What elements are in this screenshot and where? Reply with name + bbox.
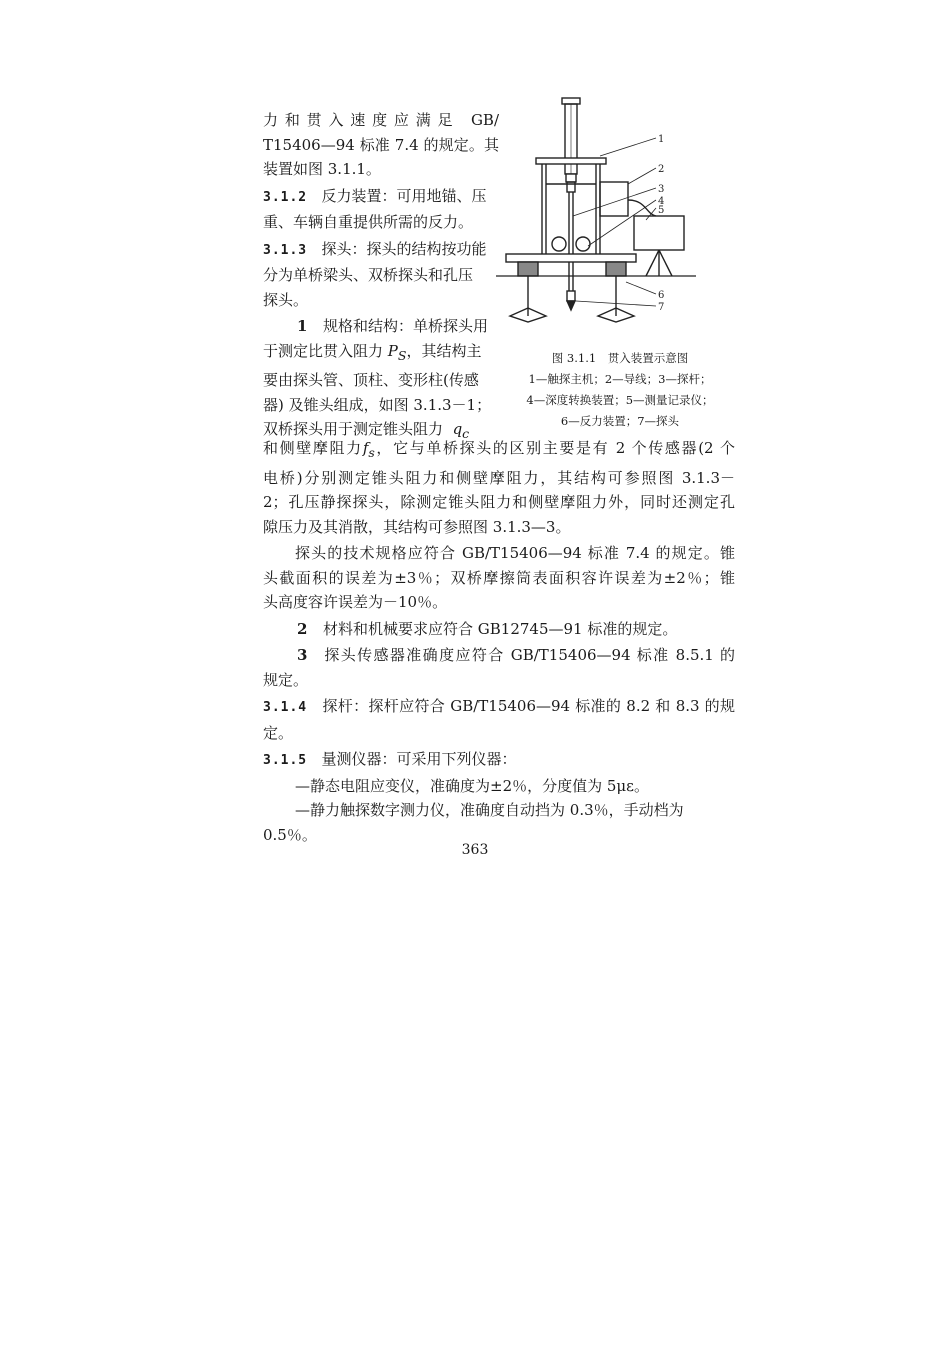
section-3-1-3 xyxy=(263,237,499,264)
text-line xyxy=(263,339,499,369)
symbol-subscript: c xyxy=(462,426,470,441)
text-line: 要由探头管、顶柱、变形柱(传感 xyxy=(263,371,479,389)
anchor-block-left xyxy=(518,262,538,276)
symbol-ps xyxy=(387,341,407,363)
text-line: 探头传感器准确度应符合 GB/T15406—94 标准 8.5.1 的 xyxy=(323,646,735,664)
callout-5: 5 xyxy=(658,205,665,216)
symbol-subscript: s xyxy=(368,445,375,460)
base-plate xyxy=(506,254,636,262)
caption-legend-line: 1—触探主机；2—导线；3—探杆； xyxy=(528,372,712,386)
roller-left xyxy=(552,237,566,251)
cone-tip xyxy=(567,301,575,310)
narrow-column xyxy=(263,108,499,447)
text-fragment: 和侧壁摩阻力 xyxy=(263,439,363,457)
section-number: 3.1.4 xyxy=(263,700,308,715)
instrument-item: —静态电阻应变仪，准确度为±2％，分度值为 5με。 xyxy=(295,776,649,795)
text-line: 探杆：探杆应符合 GB/T15406—94 标准的 8.2 和 8.3 的规 xyxy=(322,697,735,715)
recorder-box xyxy=(634,216,684,250)
text-line: 2；孔压静探探头，除测定锥头阻力和侧壁摩阻力外，同时还测定孔 xyxy=(263,493,735,511)
text-line: 定。 xyxy=(263,723,294,742)
text-line: 反力装置：可用地锚、压 xyxy=(321,186,487,205)
machine-top-cap xyxy=(562,98,580,104)
text-line: 分为单桥梁头、双桥探头和孔压 xyxy=(263,266,474,284)
text-line: 规格和结构：单桥探头用 xyxy=(323,317,489,335)
text-line: 力和贯入速度应满足 GB/ xyxy=(263,111,499,129)
text-line xyxy=(263,436,735,466)
callout-2: 2 xyxy=(658,164,665,175)
section-3-1-2 xyxy=(263,184,499,211)
machine-crossbar xyxy=(536,158,606,164)
callout-3: 3 xyxy=(658,184,665,195)
section-number: 3.1.2 xyxy=(263,189,308,205)
item-1 xyxy=(263,314,499,339)
text-line: T15406—94 标准 7.4 的规定。其 xyxy=(263,135,499,154)
symbol-text: P xyxy=(387,341,398,360)
symbol-text: q xyxy=(452,420,463,438)
text-line: 探头：探头的结构按功能 xyxy=(321,239,487,258)
instrument-item: —静力触探数字测力仪，准确度自动挡为 0.3％，手动档为 0.5％。 xyxy=(263,801,684,844)
item-number: 2 xyxy=(297,619,308,638)
item-2 xyxy=(263,617,735,642)
callout-6: 6 xyxy=(658,290,665,301)
callout-1: 1 xyxy=(658,134,665,145)
caption-legend-line: 4—深度转换装置；5—测量记录仪； xyxy=(526,393,714,407)
text-line: 装置如图 3.1.1。 xyxy=(263,160,381,178)
figure-caption xyxy=(500,348,740,432)
section-number: 3.1.3 xyxy=(263,242,308,258)
text-fragment: 于测定比贯入阻力 xyxy=(263,341,384,360)
text-line: 探头的技术规格应符合 GB/T15406—94 标准 7.4 的规定。锥 xyxy=(295,544,735,562)
section-number: 3.1.5 xyxy=(263,753,308,768)
text-fragment: ，它与单桥探头的区别主要是有 2 个传感器(2 个 xyxy=(374,439,735,457)
text-line: 头截面积的误差为±3％；双桥摩擦筒表面积容许误差为±2％；锥 xyxy=(263,568,735,587)
penetration-apparatus-diagram xyxy=(496,96,746,336)
text-fragment: ，其结构主 xyxy=(406,341,482,360)
text-line: 重、车辆自重提供所需的反力。 xyxy=(263,213,474,231)
roller-right xyxy=(576,237,590,251)
caption-title: 图 3.1.1 贯入装置示意图 xyxy=(551,351,689,365)
symbol-fs xyxy=(362,439,375,460)
item-3 xyxy=(263,643,735,668)
text-line: 材料和机械要求应符合 GB12745—91 标准的规定。 xyxy=(323,619,678,638)
caption-legend-line: 6—反力装置；7—探头 xyxy=(560,414,680,428)
text-line: 头高度容许误差为－10％。 xyxy=(263,593,448,611)
text-line: 规定。 xyxy=(263,670,309,689)
callout-7: 7 xyxy=(658,302,665,313)
anchor-block-right xyxy=(606,262,626,276)
full-width-body xyxy=(263,436,735,847)
symbol-text: f xyxy=(362,439,369,457)
section-3-1-5 xyxy=(263,747,735,774)
text-fragment: 双桥探头用于测定锥头阻力 xyxy=(263,420,444,438)
item-number: 1 xyxy=(297,317,308,335)
text-line: 隙压力及其消散，其结构可参照图 3.1.3—3。 xyxy=(263,517,571,536)
text-line: 探头。 xyxy=(263,290,309,309)
page-number: 363 xyxy=(461,842,489,858)
text-line: 量测仪器：可采用下列仪器： xyxy=(321,750,517,768)
callout-4: 4 xyxy=(658,196,665,207)
text-line: 电桥)分别测定锥头阻力和侧壁摩阻力，其结构可参照图 3.1.3－ xyxy=(263,468,735,487)
section-3-1-4 xyxy=(263,694,735,721)
item-number: 3 xyxy=(297,646,308,664)
symbol-subscript: S xyxy=(397,347,407,363)
text-line: 器) 及锥头组成，如图 3.1.3－1； xyxy=(263,395,492,414)
